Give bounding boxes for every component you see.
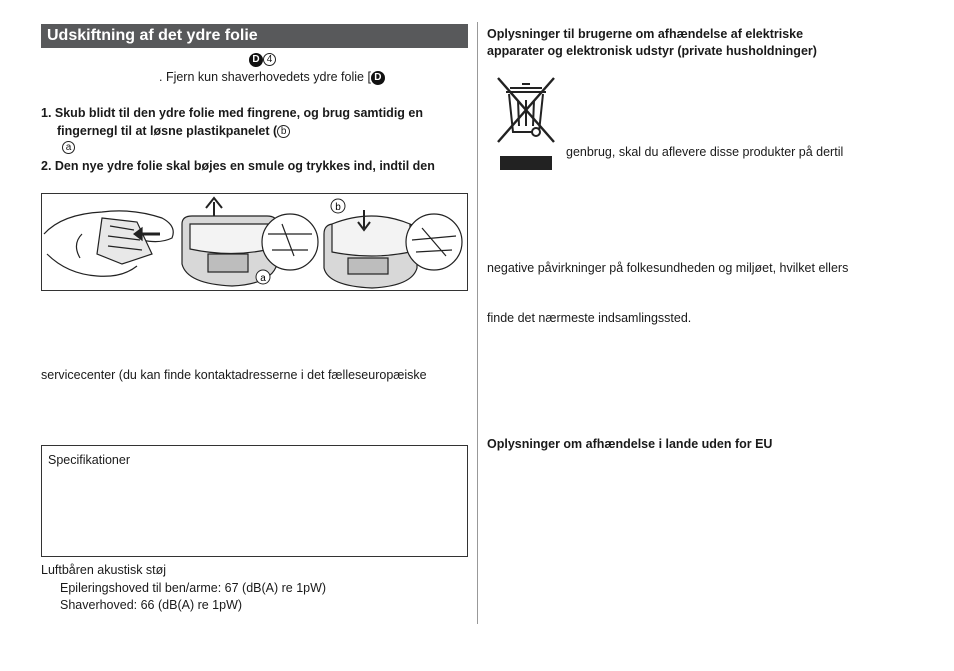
step-2-line: 2. Den nye ydre folie skal bøjes en smule og trykkes ind, indtil den (41, 159, 435, 173)
health-line: negative påvirkninger på folkesundheden og miljøet, hvilket ellers (487, 261, 849, 275)
step-1-ref-a-line (62, 139, 75, 155)
badge-number: 4 (263, 53, 276, 66)
step-1-line-2 (57, 123, 290, 139)
service-line: servicecenter (du kan finde kontaktadresserne i det fælleseuropæiske (41, 368, 427, 382)
section-title-replace-foil: Udskiftning af det ydre folie (41, 24, 468, 48)
intro-line (159, 69, 385, 85)
non-eu-heading: Oplysninger om afhændelse i lande uden for EU (487, 437, 773, 451)
ref-a: a (62, 141, 75, 154)
illus-label-a: a (260, 273, 266, 284)
illustration-panel (41, 193, 468, 291)
spec-title: Specifikationer (48, 453, 130, 467)
find-line: finde det nærmeste indsamlingssted. (487, 311, 692, 325)
specifications-box (41, 445, 468, 557)
noise-title: Luftbåren akustisk støj (41, 563, 167, 577)
ref-b: b (277, 125, 290, 138)
intro-badge: D (371, 71, 385, 85)
step-1-line-1: 1. Skub blidt til den ydre folie med fingrene, og brug samtidig en (41, 106, 423, 120)
column-divider (477, 22, 478, 624)
recycle-line: genbrug, skal du aflevere disse produkter på dertil (566, 145, 844, 159)
shaver-illustration (42, 194, 467, 290)
noise-line-2: Shaverhoved: 66 (dB(A) re 1pW) (60, 598, 243, 612)
illus-label-b: b (335, 202, 341, 213)
step-1-text: fingernegl til at løsne plastikpanelet ( (57, 124, 278, 138)
noise-line-1: Epileringshoved til ben/arme: 67 (dB(A) re 1pW) (60, 581, 327, 595)
intro-text: . Fjern kun shaverhovedets ydre folie [ (159, 70, 371, 84)
top-badge (249, 51, 276, 67)
badge-letter: D (249, 53, 263, 67)
crossed-bin-icon (492, 74, 560, 172)
weee-heading-line-1: Oplysninger til brugerne om afhændelse af elektriske (487, 27, 804, 41)
weee-heading-line-2: apparater og elektronisk udstyr (private husholdninger) (487, 44, 817, 58)
